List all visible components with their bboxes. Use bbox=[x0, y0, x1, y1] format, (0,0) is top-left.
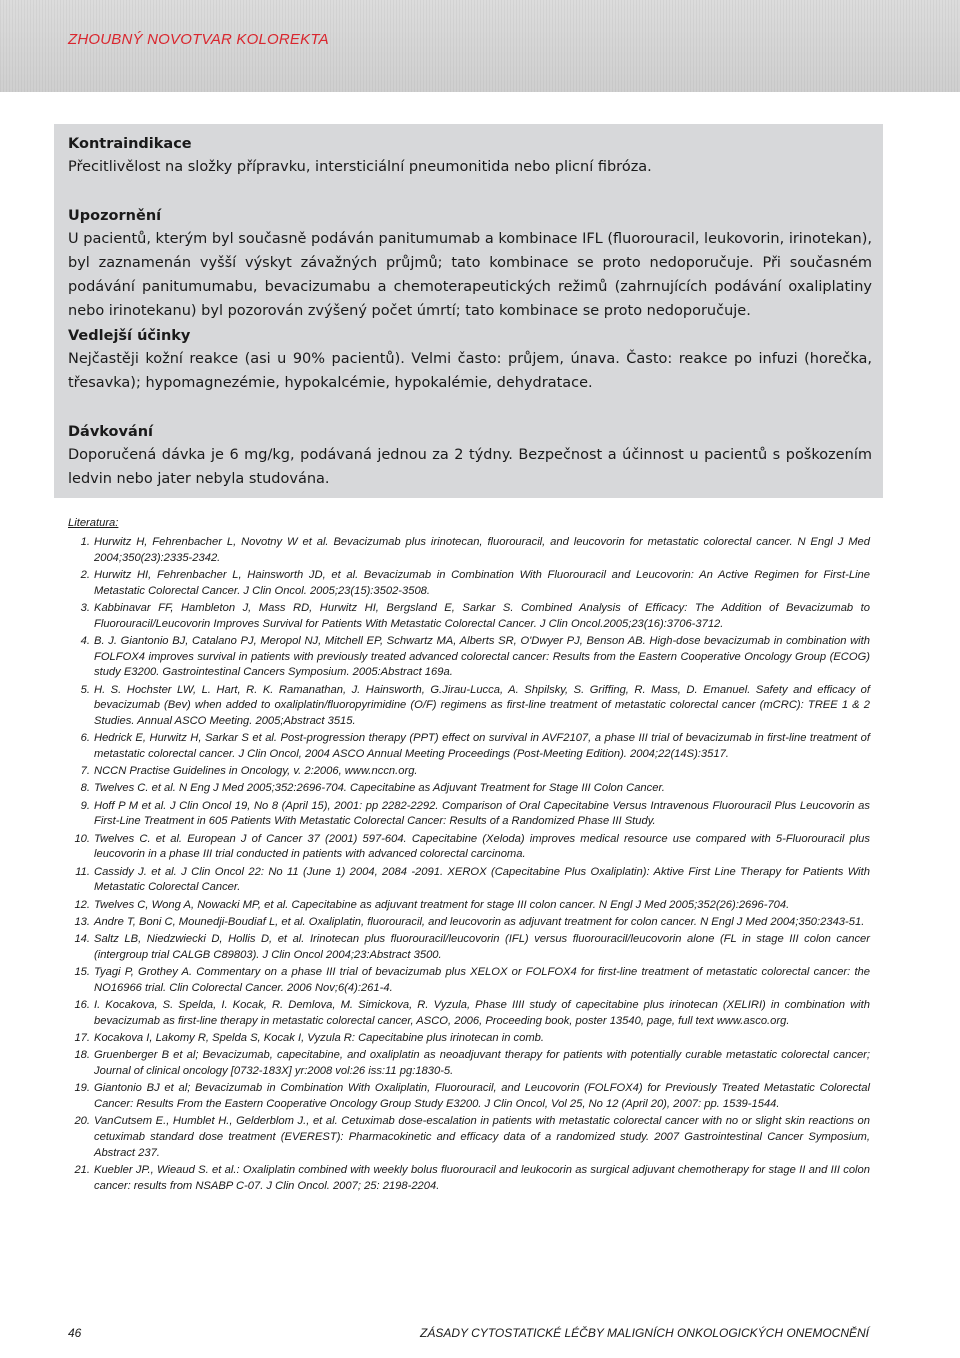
reference-text: Kuebler JP., Wieaud S. et al.: Oxaliplatin combined with weekly bolus fluorouracil and leukocorin as surgical adjuvant chemotherapy for stage II and III colon cancer: results from NSABP C-07. J Clin Oncol. 2007; 25: 2198-2204. bbox=[94, 1163, 870, 1192]
reference-text: Saltz LB, Niedzwiecki D, Hollis D, et al. Irinotecan plus fluorouracil/leucovorin (IFL) versus fluorouracil/leucovorin alone (FL in stage III colon cancer (intergroup trial CALGB C89803). J Clin Oncol 2004;23:Abstract 3500. bbox=[94, 933, 870, 961]
reference-number: 17. bbox=[74, 1031, 90, 1044]
reference-text: VanCutsem E., Humblet H., Gelderblom J., et al. Cetuximab dose-escalation in patients with metastatic colorectal cancer with no or slight skin reactions on cetuximab standard dose treatment (EVEREST): Pharmacokinetic and efficacy data of a randomized study. 2007 Gastrointestinal Cancer Symposium, Abstract 237. bbox=[94, 1115, 870, 1159]
contraindications-title: Kontraindikace bbox=[68, 136, 192, 152]
reference-item bbox=[68, 731, 870, 763]
reference-text: Hurwitz H, Fehrenbacher L, Novotny W et al. Bevacizumab plus irinotecan, fluorouracil, and leucovorin for metastatic colorectal cancer. N Engl J Med 2004;350(23):2335-2342. bbox=[94, 535, 870, 564]
reference-list bbox=[68, 535, 870, 1195]
side-effects-title: Vedlejší účinky bbox=[68, 328, 191, 344]
contraindications-section bbox=[68, 134, 872, 179]
reference-number: 9. bbox=[80, 799, 90, 812]
reference-item bbox=[68, 1031, 870, 1047]
reference-text: Hurwitz HI, Fehrenbacher L, Hainsworth JD, et al. Bevacizumab in Combination With Fluorouracil and Leucovorin: An Active Regimen for First-Line Metastatic Colorectal Cancer. J Clin Oncol. 2005;23(15):3502-3508. bbox=[94, 568, 870, 597]
reference-number: 3. bbox=[80, 601, 90, 614]
reference-text: Twelves C. et al. European J of Cancer 37 (2001) 597-604. Capecitabine (Xeloda) improves medical resource use compared with 5-Fluorouracil plus leucovorin in a phase III trial conducted in patients with advanced colorectal carcinoma. bbox=[94, 832, 870, 861]
reference-item bbox=[68, 998, 870, 1030]
footer-title: ZÁSADY CYTOSTATICKÉ LÉČBY MALIGNÍCH ONKOLOGICKÝCH ONEMOCNĚNÍ bbox=[420, 1326, 869, 1340]
reference-item bbox=[68, 601, 870, 633]
reference-text: H. S. Hochster LW, L. Hart, R. K. Ramanathan, J. Hainsworth, G.Jirau-Lucca, A. Shpilsky, S. Griffing, R. Mass, D. Emanuel. Safety and efficacy of bevacizumab (Bev) when added to oxaliplatin/fluoropyrimidine (O/F) regimens as first-line treatment of metastatic colorectal cancer (mCRC): TREE 1 & 2 Studies. Annual ASCO Meeting. 2005;Abstract 3515. bbox=[94, 683, 870, 728]
reference-item bbox=[68, 1114, 870, 1161]
reference-number: 14. bbox=[74, 933, 90, 945]
header-band bbox=[0, 0, 960, 92]
dosage-text: Doporučená dávka je 6 mg/kg, podávaná jednou za 2 týdny. Bezpečnost a účinnost u pacientů s poškozením ledvin nebo jater nebyla studována. bbox=[68, 447, 872, 487]
reference-number: 18. bbox=[74, 1049, 90, 1062]
literature-section bbox=[68, 516, 870, 1196]
reference-item bbox=[68, 832, 870, 864]
reference-item bbox=[68, 1048, 870, 1080]
reference-text: Hedrick E, Hurwitz H, Sarkar S et al. Post-progression therapy (PPT) effect on survival in AVF2107, a phase III trial of bevacizumab in first-line treatment of metastatic colorectal cancer. J Clin Oncol, 2004 ASCO Annual Meeting Proceedings (Post-Meeting Edition). 2004;22(14S):3517. bbox=[94, 732, 870, 761]
reference-item bbox=[68, 535, 870, 567]
reference-text: Kabbinavar FF, Hambleton J, Mass RD, Hurwitz HI, Bergsland E, Sarkar S. Combined Analysis of Efficacy: The Addition of Bevacizumab to Fluorouracil/Leucovorin Improves Survival for Patients With Metastatic Colorectal Cancer. J Clin Oncol.2005;23(16):3706-3712. bbox=[94, 601, 870, 630]
page-number: 46 bbox=[68, 1326, 82, 1340]
reference-item bbox=[68, 683, 870, 730]
reference-number: 10. bbox=[74, 832, 90, 845]
reference-text: I. Kocakova, S. Spelda, I. Kocak, R. Demlova, M. Simickova, R. Vyzula, Phase IIII study of capecitabine plus irinotecan (XELIRI) in combination with bevacizumab as first-line therapy in metastatic colorectal cancer, ASCO, 2006, Proceeding book, poster 13540, page, full text www.asco.org. bbox=[94, 998, 870, 1027]
reference-text: Gruenberger B et al; Bevacizumab, capecitabine, and oxaliplatin as neoadjuvant therapy for patients with potentially curable metastatic colorectal cancer; Journal of clinical oncology [0732-183X] yr:2008 vol:26 iss:11 pg:1830-5. bbox=[94, 1049, 870, 1077]
reference-item bbox=[68, 932, 870, 964]
reference-number: 2. bbox=[80, 568, 90, 581]
reference-item bbox=[68, 1163, 870, 1195]
reference-text: Tyagi P, Grothey A. Commentary on a phase III trial of bevacizumab plus XELOX or FOLFOX4 for first-line treatment of metastatic colorectal cancer: the NO16966 trial. Clin Colorectal Cancer. 2006 Nov;6(4):261-4. bbox=[94, 965, 870, 994]
warnings-section bbox=[68, 206, 872, 323]
reference-number: 19. bbox=[74, 1082, 90, 1095]
reference-number: 6. bbox=[80, 732, 90, 745]
reference-item bbox=[68, 915, 870, 931]
reference-item bbox=[68, 1081, 870, 1113]
reference-number: 20. bbox=[74, 1115, 90, 1128]
reference-item bbox=[68, 898, 870, 914]
reference-text: Kocakova I, Lakomy R, Spelda S, Kocak I, Vyzula R: Capecitabine plus irinotecan in comb. bbox=[94, 1031, 545, 1044]
reference-item bbox=[68, 965, 870, 997]
reference-text: Twelves C, Wong A, Nowacki MP, et al. Capecitabine as adjuvant treatment for stage III colon cancer. N Engl J Med 2005;352(26):2696-704. bbox=[94, 898, 790, 911]
reference-text: Giantonio BJ et al; Bevacizumab in Combination With Oxaliplatin, Fluorouracil, and Leucovorin (FOLFOX4) for Previously Treated Metastatic Colorectal Cancer: Results From the Eastern Cooperative Oncology Group Study E3200. J Clin Oncol, Vol 25, No 12 (April 20), 2007: pp. 1539-1544. bbox=[94, 1082, 870, 1110]
reference-number: 11. bbox=[75, 865, 90, 878]
reference-item bbox=[68, 781, 870, 797]
reference-number: 15. bbox=[74, 965, 90, 978]
side-effects-section bbox=[68, 326, 872, 395]
reference-text: Andre T, Boni C, Mounedji-Boudiaf L, et al. Oxaliplatin, fluorouracil, and leucovorin as adjuvant treatment for colon cancer. N Engl J Med 2004;350:2343-51. bbox=[94, 915, 865, 928]
reference-text: Twelves C. et al. N Eng J Med 2005;352:2696-704. Capecitabine as Adjuvant Treatment for Stage III Colon Cancer. bbox=[94, 782, 665, 795]
reference-item bbox=[68, 799, 870, 831]
side-effects-text: Nejčastěji kožní reakce (asi u 90% pacientů). Velmi často: průjem, únava. Často: reakce po infuzi (horečka, třesavka); hypomagnezémie, hypokalcémie, hypokalémie, dehydratace. bbox=[68, 351, 872, 391]
reference-number: 4. bbox=[80, 634, 90, 647]
reference-number: 12. bbox=[74, 898, 90, 911]
reference-item bbox=[68, 568, 870, 600]
reference-number: 1. bbox=[80, 535, 90, 548]
reference-number: 7. bbox=[80, 765, 90, 778]
reference-text: NCCN Practise Guidelines in Oncology, v. 2:2006, www.nccn.org. bbox=[94, 765, 418, 778]
reference-item bbox=[68, 865, 870, 897]
literature-label: Literatura: bbox=[68, 517, 119, 529]
reference-text: B. J. Giantonio BJ, Catalano PJ, Meropol NJ, Mitchell EP, Schwartz MA, Alberts SR, O'Dwyer PJ, Benson AB. High-dose bevacizumab in combination with FOLFOX4 improves survival in patients with previously treated advanced colorectal cancer: Results from the Eastern Cooperative Oncology Group (ECOG) study E3200. Gastrointestinal Cancers Symposium. 2005:Abstract 169a. bbox=[94, 634, 870, 679]
reference-number: 13. bbox=[74, 915, 90, 928]
reference-number: 5. bbox=[80, 683, 90, 696]
drug-info-box bbox=[54, 124, 883, 498]
dosage-title: Dávkování bbox=[68, 424, 154, 440]
reference-number: 16. bbox=[74, 998, 90, 1011]
reference-item bbox=[68, 764, 870, 780]
contraindications-text: Přecitlivělost na složky přípravku, intersticiální pneumonitida nebo plicní fibróza. bbox=[68, 159, 652, 175]
warnings-title: Upozornění bbox=[68, 208, 162, 224]
reference-number: 8. bbox=[80, 782, 90, 795]
reference-text: Cassidy J. et al. J Clin Oncol 22: No 11 (June 1) 2004, 2084 -2091. XEROX (Capecitabine Plus Oxaliplatin): Aktive First Line Therapy for Patients With Metastatic Colorectal Cancer. bbox=[94, 865, 870, 894]
reference-text: Hoff P M et al. J Clin Oncol 19, No 8 (April 15), 2001: pp 2282-2292. Comparison of Oral Capecitabine Versus Intravenous Fluorouracil Plus Leucovorin as First-Line Treatment in 605 Patients With Metastatic Colorectal Cancer: Results of a Randomized Phase III Study. bbox=[94, 799, 870, 828]
warnings-text: U pacientů, kterým byl současně podáván panitumumab a kombinace IFL (fluorouracil, leukovorin, irinotekan), byl zaznamenán vyšší výskyt závažných průjmů; tato kombinace se proto nedoporučuje. Při současném podávání panitumumabu, bevacizumabu a chemoterapeutických režimů (zahrnujících podávání oxaliplatiny nebo irinotekanu) byl pozorován zvýšený počet úmrtí; tato kombinace se proto nedoporučuje. bbox=[68, 231, 872, 319]
chapter-title: ZHOUBNÝ NOVOTVAR KOLOREKTA bbox=[68, 31, 329, 48]
dosage-section bbox=[68, 422, 872, 491]
reference-number: 21. bbox=[74, 1163, 90, 1176]
reference-item bbox=[68, 634, 870, 681]
